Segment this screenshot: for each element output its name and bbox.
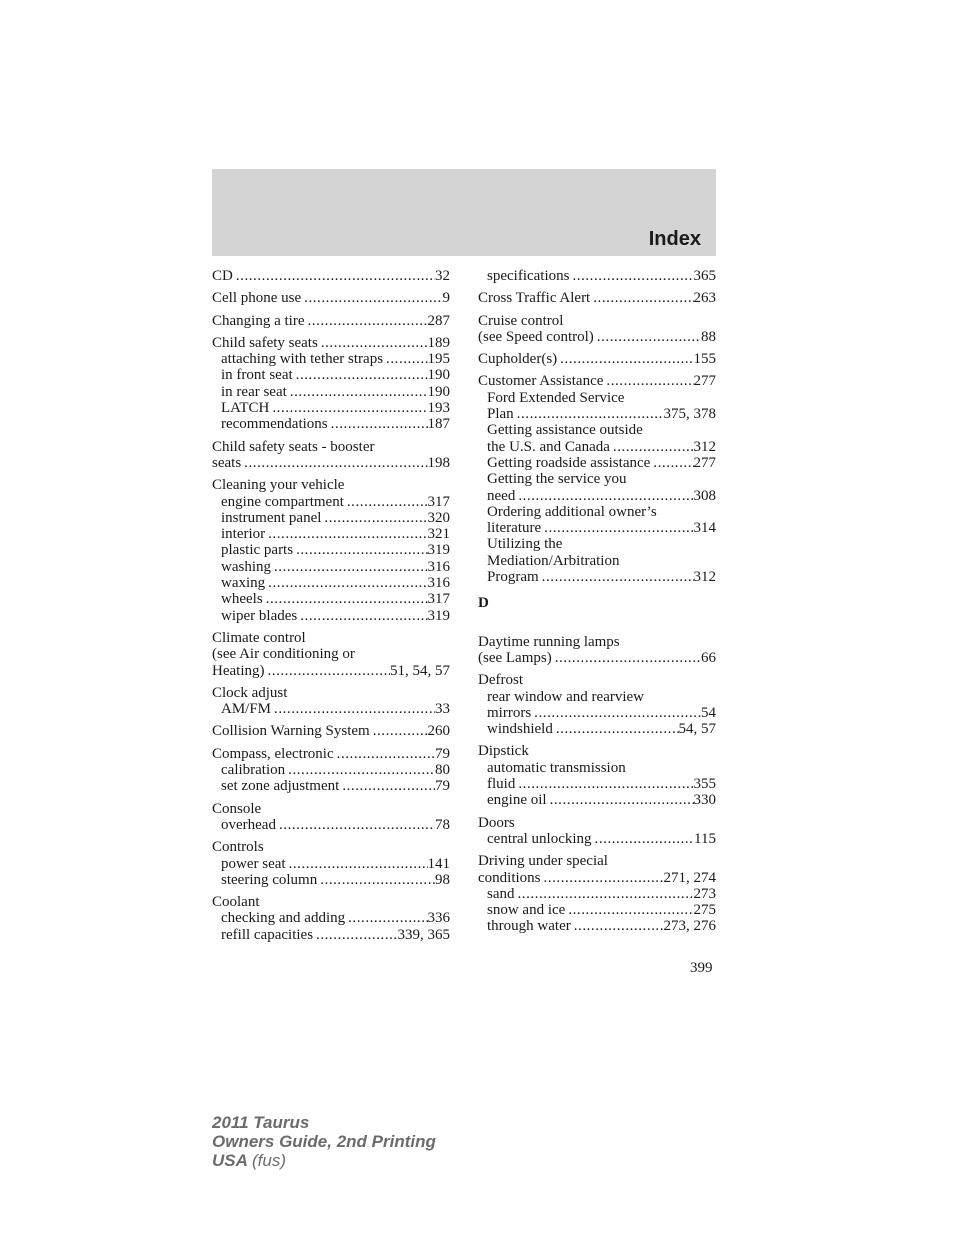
index-term-text: refill capacities	[221, 926, 314, 943]
dot-leader	[383, 351, 427, 367]
index-term	[212, 663, 450, 679]
index-subentry	[478, 721, 716, 737]
index-subentry	[212, 927, 450, 943]
footer-line-region	[212, 1151, 436, 1170]
index-term	[212, 455, 450, 471]
footer-region-code: (fus)	[252, 1151, 286, 1170]
index-term	[478, 329, 716, 345]
dot-leader	[285, 762, 435, 778]
index-entry	[212, 477, 450, 624]
page-reference: 155	[693, 351, 716, 368]
index-term-text: Doors	[478, 814, 515, 831]
page-reference: 312	[693, 438, 716, 455]
dot-leader	[287, 384, 428, 400]
index-subentry	[478, 831, 716, 847]
index-term-text: Defrost	[478, 672, 523, 689]
index-term-text: Cleaning your vehicle	[212, 477, 345, 494]
index-term-text: through water	[487, 918, 571, 935]
index-entry	[478, 853, 716, 934]
index-term-text: Coolant	[212, 894, 260, 911]
index-entry	[212, 268, 450, 284]
index-subentry	[212, 701, 450, 717]
page-reference: 9	[442, 290, 450, 307]
index-subentry	[478, 471, 716, 487]
index-subentry	[478, 553, 716, 569]
index-subentry	[478, 776, 716, 792]
index-subentry	[478, 504, 716, 520]
index-entry	[212, 290, 450, 306]
index-term	[478, 650, 716, 666]
index-subentry	[478, 455, 716, 471]
index-entry	[212, 439, 450, 472]
page-reference: 365	[693, 268, 716, 284]
index-term-text: fluid	[487, 776, 516, 793]
index-term	[478, 672, 716, 688]
index-term-text: Cupholder(s)	[478, 351, 558, 368]
page-reference: 79	[435, 745, 450, 762]
index-subentry	[212, 367, 450, 383]
index-term	[478, 815, 716, 831]
index-term	[478, 373, 716, 389]
dot-leader	[297, 608, 427, 624]
index-entry	[212, 801, 450, 834]
index-subentry	[478, 569, 716, 585]
dot-leader	[318, 335, 428, 351]
page-reference: 275	[693, 902, 716, 919]
index-subentry	[212, 817, 450, 833]
footer	[212, 1113, 436, 1170]
index-term-text: Program	[487, 569, 539, 586]
index-term-text: engine compartment	[221, 493, 344, 510]
footer-line-model: 2011 Taurus	[212, 1113, 310, 1132]
page-reference: 79	[435, 778, 450, 795]
page-reference: 320	[427, 509, 450, 526]
index-term-text: Cruise control	[478, 312, 564, 329]
dot-leader	[557, 351, 693, 367]
index-subentry	[478, 689, 716, 705]
index-subentry	[212, 416, 450, 432]
index-term-text: Getting assistance outside	[487, 422, 643, 439]
index-term	[212, 290, 450, 306]
index-subentry	[212, 559, 450, 575]
dot-leader	[328, 416, 428, 432]
dot-leader	[515, 488, 693, 504]
index-entry	[212, 313, 450, 329]
index-term-text: washing	[221, 558, 271, 575]
header-band	[212, 169, 716, 256]
index-entry	[478, 815, 716, 848]
page-reference: 260	[427, 723, 450, 740]
index-term-text: Collision Warning System	[212, 723, 370, 740]
index-term-text: snow and ice	[487, 902, 566, 919]
index-term-text: Customer Assistance	[478, 373, 604, 390]
index-term-text: in front seat	[221, 367, 293, 384]
index-subentry	[478, 439, 716, 455]
index-term-text: Compass, electronic	[212, 745, 334, 762]
page-reference: 319	[427, 607, 450, 624]
index-term	[478, 634, 716, 650]
dot-leader	[590, 290, 693, 306]
dot-leader	[603, 373, 693, 389]
dot-leader	[569, 268, 693, 284]
index-subentry	[212, 778, 450, 794]
index-term-text: Changing a tire	[212, 312, 305, 329]
index-term-text: Cross Traffic Alert	[478, 290, 591, 307]
dot-leader	[317, 872, 435, 888]
page-reference: 330	[693, 792, 716, 809]
dot-leader	[293, 542, 427, 558]
page-reference: 32	[435, 268, 450, 284]
index-term	[478, 351, 716, 367]
index-subentry	[478, 536, 716, 552]
page-reference: 277	[693, 454, 716, 471]
index-term-text: calibration	[221, 762, 286, 779]
index-term-text: checking and adding	[221, 910, 346, 927]
dot-leader	[271, 701, 435, 717]
index-term-text: wiper blades	[221, 607, 298, 624]
index-subentry	[478, 488, 716, 504]
section-letter: D	[478, 595, 489, 612]
index-term	[212, 630, 450, 646]
index-term-text: automatic transmission	[487, 759, 626, 776]
index-term-text: Driving under special	[478, 853, 608, 870]
index-entry	[478, 351, 716, 367]
index-subentry	[212, 542, 450, 558]
index-subentry	[478, 918, 716, 934]
page-reference: 263	[693, 290, 716, 307]
dot-leader	[339, 778, 435, 794]
page-reference: 193	[427, 400, 450, 417]
index-entry	[212, 894, 450, 943]
dot-leader	[547, 792, 694, 808]
dot-leader	[269, 400, 427, 416]
page-reference: 273, 276	[663, 918, 716, 935]
index-term-text: Getting roadside assistance	[487, 454, 651, 471]
index-term-text: Controls	[212, 839, 264, 856]
page-reference: 198	[427, 454, 450, 471]
index-term	[212, 746, 450, 762]
dot-leader	[552, 650, 701, 666]
dot-leader	[539, 569, 694, 585]
page-reference: 321	[427, 526, 450, 543]
page-reference: 336	[427, 910, 450, 927]
dot-leader	[263, 591, 428, 607]
index-term-text: engine oil	[487, 792, 547, 809]
index-term-text: Mediation/Arbitration	[487, 552, 620, 569]
index-term-text: waxing	[221, 575, 266, 592]
index-term-text: Cell phone use	[212, 290, 302, 307]
dot-leader	[650, 455, 693, 471]
page-title: Index	[648, 228, 701, 250]
index-term-text: power seat	[221, 855, 286, 872]
index-term-text: Utilizing the	[487, 536, 563, 553]
index-term-text: Ford Extended Service	[487, 389, 625, 406]
page-reference: 314	[693, 520, 716, 537]
page-reference: 66	[701, 649, 716, 666]
index-subentry	[478, 792, 716, 808]
index-term-text: instrument panel	[221, 509, 322, 526]
page-reference: 316	[427, 575, 450, 592]
index-term-text: Daytime running lamps	[478, 633, 620, 650]
index-term-text: AM/FM	[221, 701, 272, 718]
dot-leader	[265, 526, 427, 542]
dot-leader	[553, 721, 679, 737]
index-term-text: in rear seat	[221, 383, 287, 400]
dot-leader	[233, 268, 435, 284]
page-reference: 88	[701, 328, 716, 345]
index-term-text: overhead	[221, 816, 276, 833]
index-subentry	[478, 705, 716, 721]
page-reference: 98	[435, 871, 450, 888]
page-reference: 317	[427, 493, 450, 510]
index-subentry	[478, 760, 716, 776]
page-reference: 54	[701, 704, 716, 721]
index-subentry	[478, 902, 716, 918]
dot-leader	[276, 817, 435, 833]
page-reference: 277	[693, 373, 716, 390]
index-term	[212, 477, 450, 493]
index-term-text: attaching with tether straps	[221, 351, 384, 368]
index-subentry	[478, 268, 716, 284]
index-entry	[212, 839, 450, 888]
index-term-text: windshield	[487, 721, 553, 738]
dot-leader	[293, 367, 428, 383]
index-term-text: Getting the service you	[487, 471, 627, 488]
page-reference: 51, 54, 57	[390, 662, 450, 679]
index-entry	[478, 672, 716, 737]
index-term	[478, 853, 716, 869]
dot-leader	[594, 329, 701, 345]
index-subentry	[212, 856, 450, 872]
index-subentry	[212, 591, 450, 607]
index-entry	[212, 723, 450, 739]
index-term-text: sand	[487, 885, 515, 902]
index-subentry	[212, 608, 450, 624]
index-subentry	[478, 520, 716, 536]
index-term	[212, 268, 450, 284]
dot-leader	[565, 902, 693, 918]
index-term-text: Child safety seats	[212, 334, 318, 351]
index-term-text: Clock adjust	[212, 684, 288, 701]
index-column-right	[478, 268, 716, 941]
index-term-text: central unlocking	[487, 830, 592, 847]
index-subentry	[478, 390, 716, 406]
index-group-d	[478, 634, 716, 935]
dot-leader	[313, 927, 397, 943]
dot-leader	[321, 510, 427, 526]
index-term-text: (see Speed control)	[478, 328, 594, 345]
index-entry	[212, 630, 450, 679]
index-term-text: Plan	[487, 406, 514, 423]
index-term-text: recommendations	[221, 416, 328, 433]
index-subentry	[478, 406, 716, 422]
index-entry	[212, 685, 450, 718]
page-reference: 319	[427, 542, 450, 559]
index-entry	[478, 373, 716, 585]
footer-line-edition: Owners Guide, 2nd Printing	[212, 1132, 436, 1151]
page-reference: 355	[693, 776, 716, 793]
index-subentry	[212, 526, 450, 542]
page-reference: 189	[427, 334, 450, 351]
dot-leader	[610, 439, 694, 455]
index-term-text: wheels	[221, 591, 263, 608]
dot-leader	[334, 746, 435, 762]
page-reference: 339, 365	[397, 926, 450, 943]
dot-leader	[301, 290, 442, 306]
index-term	[212, 313, 450, 329]
index-term-text: seats	[212, 454, 242, 471]
index-term-text: set zone adjustment	[221, 778, 340, 795]
index-subentry	[212, 575, 450, 591]
index-term-text: plastic parts	[221, 542, 294, 559]
index-term-text: Console	[212, 800, 262, 817]
index-term	[212, 801, 450, 817]
dot-leader	[515, 776, 693, 792]
index-term	[212, 723, 450, 739]
index-entry	[212, 746, 450, 795]
page-reference: 190	[427, 383, 450, 400]
dot-leader	[531, 705, 701, 721]
page-reference: 375, 378	[663, 406, 716, 423]
dot-leader	[592, 831, 695, 847]
dot-leader	[370, 723, 428, 739]
index-subentry	[212, 910, 450, 926]
dot-leader	[304, 313, 427, 329]
dot-leader	[241, 455, 427, 471]
index-term-text: (see Air conditioning or	[212, 646, 355, 663]
page-reference: 273	[693, 885, 716, 902]
index-term-text: Child safety seats - booster	[212, 438, 375, 455]
page-reference: 316	[427, 558, 450, 575]
page-reference: 308	[693, 487, 716, 504]
footer-region: USA	[212, 1151, 248, 1170]
index-term-text: CD	[212, 268, 233, 284]
page-reference: 271, 274	[663, 869, 716, 886]
dot-leader	[264, 663, 390, 679]
index-term	[212, 439, 450, 455]
page-reference: 54, 57	[678, 721, 716, 738]
index-term-text: Dipstick	[478, 743, 529, 760]
index-subentry	[478, 886, 716, 902]
page-reference: 187	[427, 416, 450, 433]
index-term-text: Ordering additional owner’s	[487, 503, 657, 520]
index-entry	[478, 634, 716, 667]
page-reference: 287	[427, 312, 450, 329]
page-reference: 190	[427, 367, 450, 384]
index-subentry	[212, 351, 450, 367]
dot-leader	[541, 520, 693, 536]
index-term-text: Climate control	[212, 629, 306, 646]
index-subentry	[212, 762, 450, 778]
dot-leader	[286, 856, 428, 872]
index-subentry	[212, 872, 450, 888]
dot-leader	[345, 910, 427, 926]
index-entry	[478, 290, 716, 306]
dot-leader	[514, 406, 664, 422]
page-number: 399	[690, 960, 713, 976]
index-subentry	[212, 384, 450, 400]
index-term-text: LATCH	[221, 400, 270, 417]
dot-leader	[515, 886, 694, 902]
index-entry	[478, 313, 716, 346]
index-subentry	[212, 400, 450, 416]
index-term-text: rear window and rearview	[487, 688, 645, 705]
index-term	[478, 870, 716, 886]
page-reference: 115	[694, 830, 716, 847]
index-term-text: mirrors	[487, 704, 532, 721]
index-term-text: (see Lamps)	[478, 649, 552, 666]
page-reference: 78	[435, 816, 450, 833]
dot-leader	[541, 870, 664, 886]
index-term-text: need	[487, 487, 516, 504]
page-reference: 33	[435, 701, 450, 718]
index-term	[212, 335, 450, 351]
index-term-text: interior	[221, 526, 266, 543]
index-term	[212, 894, 450, 910]
index-column-left	[212, 268, 450, 949]
index-entry	[212, 335, 450, 433]
index-term	[212, 685, 450, 701]
index-term-text: Heating)	[212, 662, 265, 679]
index-term-text: the U.S. and Canada	[487, 438, 610, 455]
index-term-text: specifications	[487, 268, 570, 284]
page-reference: 141	[427, 855, 450, 872]
index-term-text: conditions	[478, 869, 541, 886]
index-term	[212, 646, 450, 662]
index-term	[478, 743, 716, 759]
index-term	[478, 313, 716, 329]
index-group-c-continued	[478, 268, 716, 585]
index-term-text: steering column	[221, 871, 318, 888]
page-reference: 195	[427, 351, 450, 368]
dot-leader	[271, 559, 428, 575]
index-entry	[478, 743, 716, 808]
page-reference: 312	[693, 569, 716, 586]
dot-leader	[344, 494, 428, 510]
index-entry	[478, 268, 716, 284]
index-term-text: literature	[487, 520, 542, 537]
index-subentry	[478, 422, 716, 438]
page-reference: 80	[435, 762, 450, 779]
page-reference: 317	[427, 591, 450, 608]
index-subentry	[212, 494, 450, 510]
index-term	[478, 290, 716, 306]
index-term	[212, 839, 450, 855]
dot-leader	[571, 918, 664, 934]
index-subentry	[212, 510, 450, 526]
dot-leader	[265, 575, 427, 591]
